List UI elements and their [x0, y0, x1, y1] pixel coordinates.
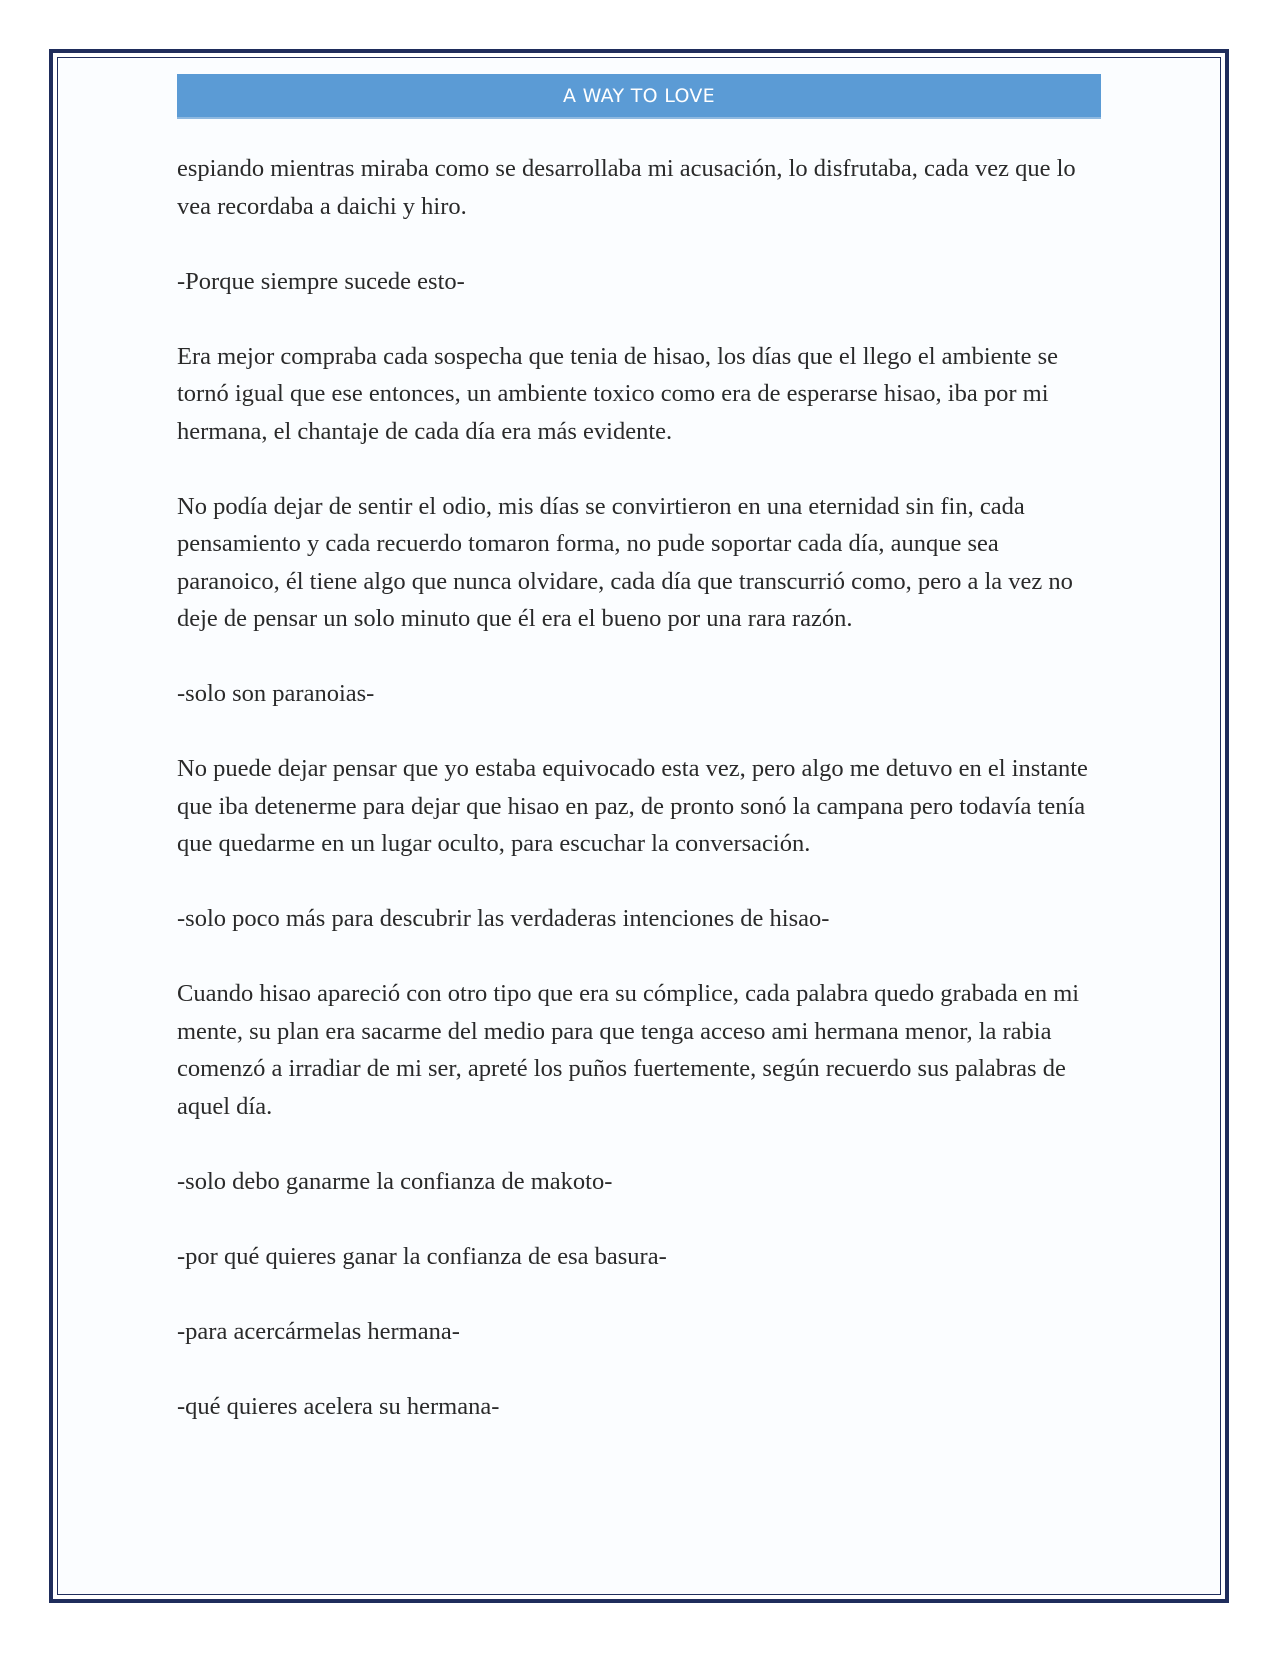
header-title: A WAY TO LOVE	[563, 84, 715, 107]
dialogue-line: -solo poco más para descubrir las verdaderas intenciones de hisao-	[177, 905, 830, 932]
paragraph: espiando mientras miraba como se desarrollaba mi acusación, lo disfrutaba, cada vez que lo vea recordaba a daichi y hiro.	[177, 155, 1076, 220]
paragraph: No puede dejar pensar que yo estaba equivocado esta vez, pero algo me detuvo en el instante que iba detenerme para dejar que hisao en paz, de pronto sonó la campana pero todavía tenía que quedarme en un lugar oculto, para escuchar la conversación.	[177, 755, 1088, 857]
story-body	[177, 150, 1097, 1463]
paragraph: Era mejor compraba cada sospecha que tenia de hisao, los días que el llego el ambiente se tornó igual que ese entonces, un ambiente toxico como era de esperarse hisao, iba por mi hermana, el chantaje de cada día era más evidente.	[177, 342, 1058, 445]
dialogue-line: -solo son paranoias-	[177, 680, 375, 707]
dialogue-line: -qué quieres acelera su hermana-	[177, 1392, 500, 1420]
paragraph: No podía dejar de sentir el odio, mis días se convirtieron en una eternidad sin fin, cada pensamiento y cada recuerdo tomaron forma, no pude soportar cada día, aunque sea paranoico, él tiene algo que nunca olvidare, cada día que transcurrió como, pero a la vez no deje de pensar un solo minuto que él era el bueno por una rara razón.	[177, 492, 1073, 632]
running-header	[177, 74, 1101, 119]
dialogue-line: -para acercármelas hermana-	[177, 1317, 460, 1345]
dialogue-line: -solo debo ganarme la confianza de makoto-	[177, 1167, 613, 1195]
dialogue-line: -Porque siempre sucede esto-	[177, 267, 465, 295]
dialogue-line: -por qué quieres ganar la confianza de esa basura-	[177, 1242, 667, 1270]
paragraph: Cuando hisao apareció con otro tipo que era su cómplice, cada palabra quedo grabada en mi mente, su plan era sacarme del medio para que tenga acceso ami hermana menor, la rabia comenzó a irradiar de mi ser, apreté los puños fuertemente, según recuerdo sus palabras de aquel día.	[177, 980, 1080, 1120]
